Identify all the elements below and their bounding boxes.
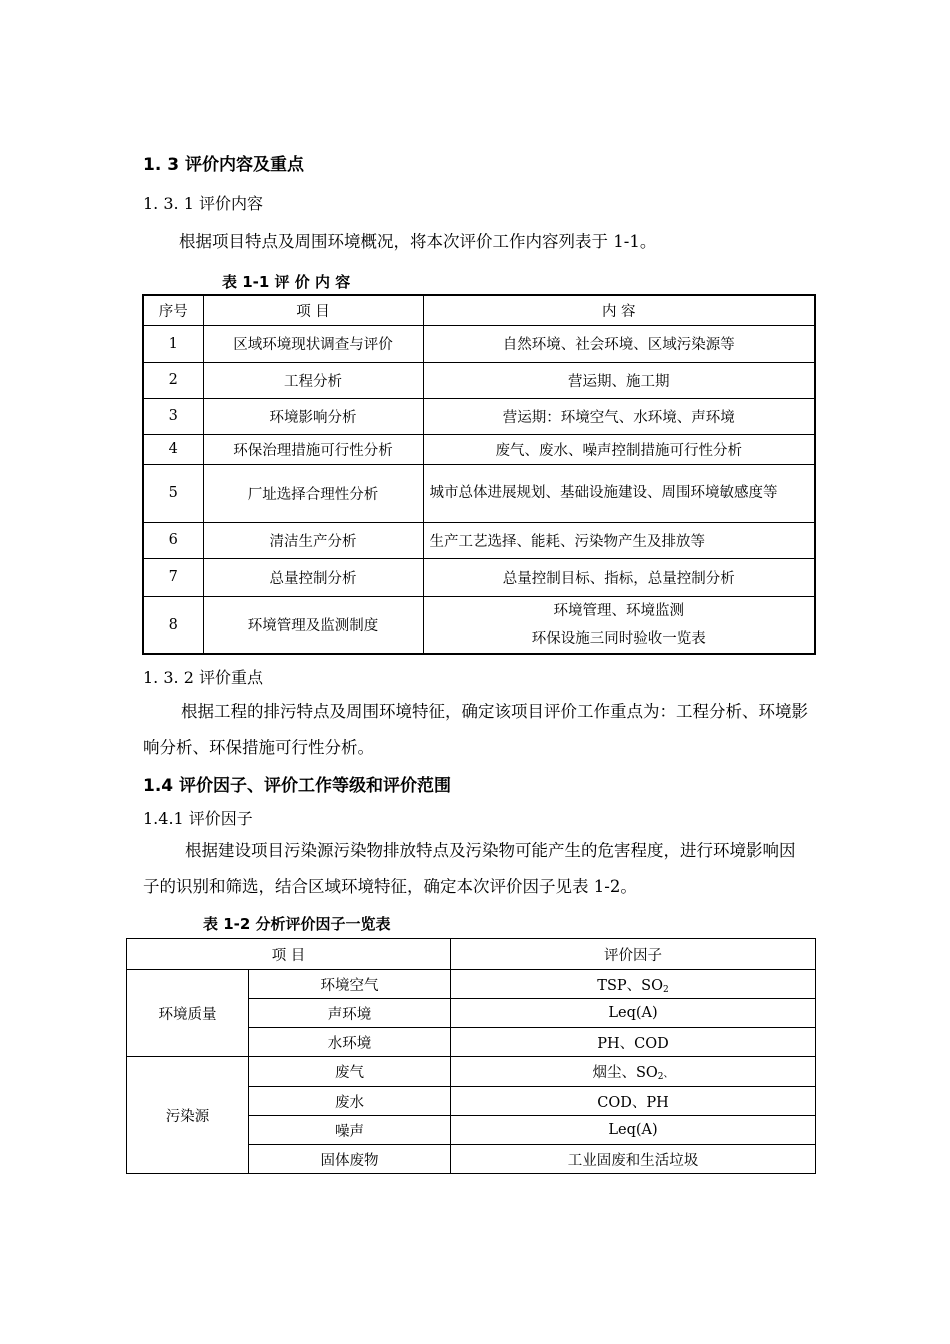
cell-item: 水环境 <box>249 1028 451 1057</box>
table-row <box>143 325 815 362</box>
section-1-3-1-subheading: 1. 3. 1 评价内容 <box>143 194 263 213</box>
cell-item: 噪声 <box>249 1116 451 1145</box>
header-cell-factor: 评价因子 <box>451 939 816 970</box>
cell-item: 环境影响分析 <box>203 398 423 434</box>
cell-content-line: 环境管理、环境监测 <box>553 602 684 619</box>
cell-item: 声环境 <box>249 999 451 1028</box>
table-row <box>143 596 815 654</box>
table-row <box>143 464 815 522</box>
cell-item: 区域环境现状调查与评价 <box>203 325 423 362</box>
header-cell-no: 序号 <box>143 295 203 325</box>
table-1-1 <box>142 294 816 655</box>
table-header-row <box>127 939 816 970</box>
section-1-4-1-paragraph: 根据建设项目污染源污染物排放特点及污染物可能产生的危害程度，进行环境影响因子的识别和筛选，结合区域环境特征，确定本次评价因子见表 1-2。 <box>143 841 796 896</box>
cell-no: 8 <box>143 596 203 654</box>
cell-no: 2 <box>143 362 203 398</box>
cell-no: 4 <box>143 434 203 464</box>
cell-no: 5 <box>143 464 203 522</box>
table-row <box>143 398 815 434</box>
group-cell: 污染源 <box>127 1057 249 1174</box>
cell-content: 营运期：环境空气、水环境、声环境 <box>423 398 815 434</box>
header-cell-item: 项 目 <box>127 939 451 970</box>
cell-item: 废水 <box>249 1087 451 1116</box>
table-row <box>143 558 815 596</box>
section-1-3-1-paragraph: 根据项目特点及周围环境概况，将本次评价工作内容列表于 1-1。 <box>179 232 657 251</box>
section-1-4-heading: 1.4 评价因子、评价工作等级和评价范围 <box>143 776 452 796</box>
section-1-3-2-paragraph: 根据工程的排污特点及周围环境特征，确定该项目评价工作重点为：工程分析、环境影响分析、环保措施可行性分析。 <box>143 702 808 757</box>
header-cell-content: 内 容 <box>423 295 815 325</box>
table-row <box>127 970 816 999</box>
cell-factor: 烟尘、$SO_2$、 <box>451 1057 816 1087</box>
cell-item: 工程分析 <box>203 362 423 398</box>
table-1-2-caption: 表 1-2 分析评价因子一览表 <box>203 915 391 933</box>
header-cell-item: 项 目 <box>203 295 423 325</box>
cell-factor: Leq(A) <box>451 999 816 1028</box>
cell-content <box>423 596 815 654</box>
cell-item: 废气 <box>249 1057 451 1087</box>
table-1-1-caption: 表 1-1 评 价 内 容 <box>222 273 351 291</box>
cell-factor: Leq(A) <box>451 1116 816 1145</box>
cell-item: 环保治理措施可行性分析 <box>203 434 423 464</box>
cell-factor: PH、COD <box>451 1028 816 1057</box>
cell-factor: 工业固废和生活垃圾 <box>451 1145 816 1174</box>
cell-content: 自然环境、社会环境、区域污染源等 <box>423 325 815 362</box>
cell-content: 生产工艺选择、能耗、污染物产生及排放等 <box>423 522 815 558</box>
cell-item: 环境空气 <box>249 970 451 999</box>
cell-no: 7 <box>143 558 203 596</box>
cell-item: 环境管理及监测制度 <box>203 596 423 654</box>
table-1-2 <box>126 938 816 1174</box>
section-1-3-2-subheading: 1. 3. 2 评价重点 <box>143 668 263 687</box>
cell-item: 厂址选择合理性分析 <box>203 464 423 522</box>
table-row <box>143 362 815 398</box>
cell-content: 城市总体进展规划、基础设施建设、周围环境敏感度等 <box>423 464 815 522</box>
cell-content: 废气、废水、噪声控制措施可行性分析 <box>423 434 815 464</box>
table-row <box>127 1057 816 1087</box>
cell-factor: COD、PH <box>451 1087 816 1116</box>
cell-item: 清洁生产分析 <box>203 522 423 558</box>
cell-no: 6 <box>143 522 203 558</box>
cell-content: 营运期、施工期 <box>423 362 815 398</box>
table-row <box>143 522 815 558</box>
cell-content-line: 环保设施三同时验收一览表 <box>531 630 706 647</box>
table-row <box>143 434 815 464</box>
cell-item: 固体废物 <box>249 1145 451 1174</box>
section-1-3-heading: 1. 3 评价内容及重点 <box>143 155 304 175</box>
cell-content: 总量控制目标、指标，总量控制分析 <box>423 558 815 596</box>
cell-no: 3 <box>143 398 203 434</box>
cell-factor: TSP、$SO_2$ <box>451 970 816 999</box>
table-header-row <box>143 295 815 325</box>
group-cell: 环境质量 <box>127 970 249 1057</box>
cell-no: 1 <box>143 325 203 362</box>
section-1-4-1-subheading: 1.4.1 评价因子 <box>143 809 253 828</box>
cell-item: 总量控制分析 <box>203 558 423 596</box>
